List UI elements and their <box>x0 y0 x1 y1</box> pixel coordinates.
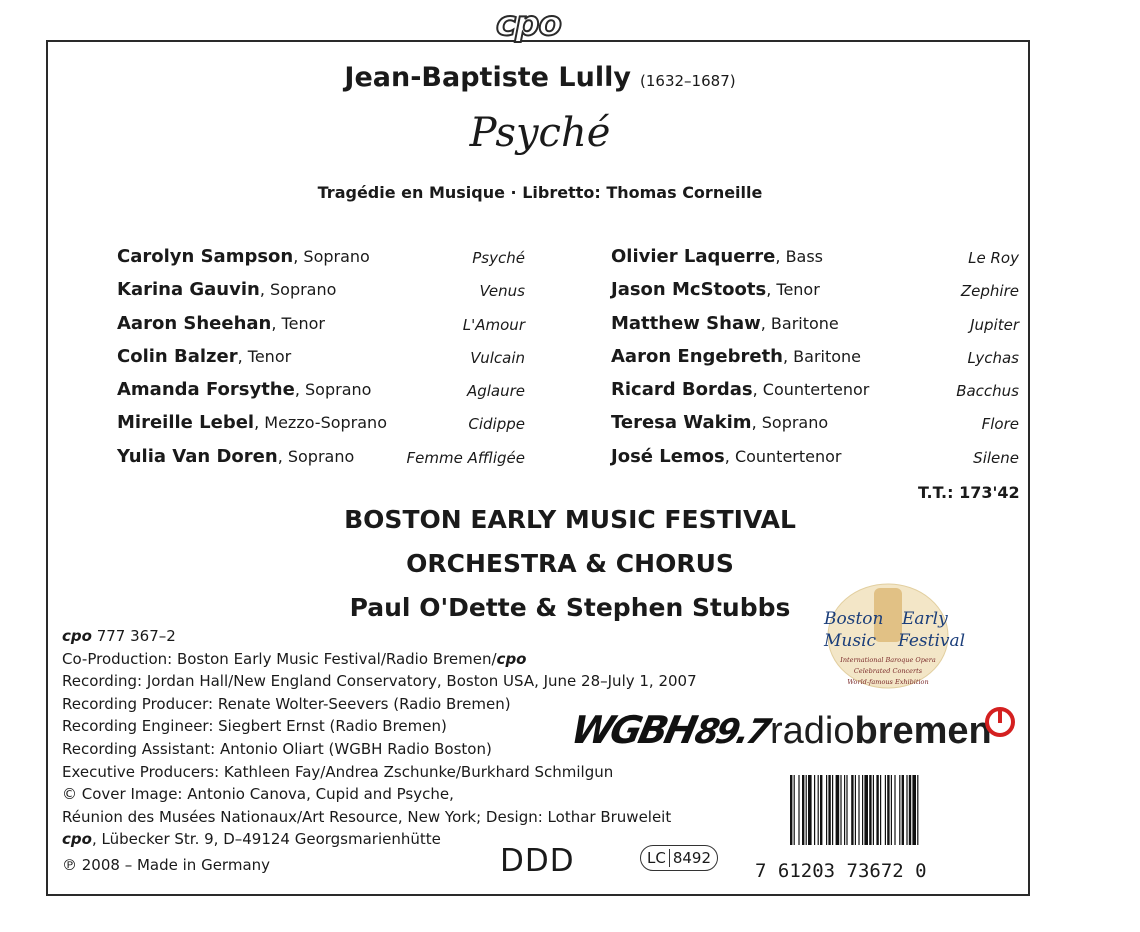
singer-name: Aaron Sheehan <box>117 312 272 334</box>
singer-name: Ricard Bordas <box>611 379 753 401</box>
singer-name: Carolyn Sampson <box>117 246 294 267</box>
role-name: Silene <box>973 448 1019 467</box>
singer-name: Aaron Engebreth <box>611 345 783 367</box>
voice-type: , Soprano <box>277 446 355 466</box>
singer-name: Olivier Laquerre <box>611 246 776 267</box>
barcode-bar <box>806 775 807 845</box>
singer-name: José Lemos <box>611 445 725 467</box>
composer-heading <box>0 62 1080 93</box>
role-name: Le Roy <box>968 249 1019 267</box>
voice-type: , Countertenor <box>752 380 870 400</box>
barcode-bar <box>820 775 822 845</box>
singer-name: Karina Gauvin <box>117 279 260 301</box>
voice-type: , Baritone <box>760 313 839 333</box>
cast-left-row <box>117 313 525 346</box>
work-subtitle: Tragédie en Musique · Libretto: Thomas Corneille <box>317 183 763 202</box>
barcode-bar <box>873 775 874 845</box>
composer-name: Jean-Baptiste Lully <box>344 62 631 93</box>
catalog-number: cpo 777 367–2 <box>62 627 176 645</box>
barcode-bar <box>798 775 799 845</box>
barcode-bar <box>794 775 795 845</box>
role-name: Psyché <box>472 249 525 267</box>
voice-type: , Countertenor <box>724 446 842 466</box>
bemf-tagline-3: World-famous Exhibition <box>847 678 929 686</box>
singer-name: Mireille Lebel <box>117 412 255 434</box>
barcode-bar <box>862 775 863 845</box>
label-code: LC 8492 <box>640 845 718 871</box>
conductors: Paul O'Dette & Stephen Stubbs <box>349 593 791 622</box>
barcode-bar <box>899 775 900 845</box>
phonogram-notice: ℗ 2008 – Made in Germany <box>62 856 271 874</box>
voice-type: , Tenor <box>271 313 325 333</box>
bemf-word-music: Music <box>824 631 877 651</box>
role-name: Aglaure <box>466 382 525 401</box>
cast-right-row <box>611 412 1019 445</box>
barcode-bar <box>885 775 886 845</box>
singer-name: Matthew Shaw <box>611 312 761 334</box>
role-name: Zephire <box>960 282 1019 301</box>
cover-image-credit: © Cover Image: Antonio Canova, Cupid and Psyche, <box>62 785 454 804</box>
radiobremen-logo: radiobremen <box>770 710 992 752</box>
barcode-bar <box>880 775 881 845</box>
barcode-digits: 7 61203 73672 0 <box>755 860 927 882</box>
wgbh-logo: WGBH89.7 <box>567 708 772 752</box>
recording-engineer: Recording Engineer: Siegbert Ernst (Radio Bremen) <box>62 717 447 736</box>
barcode-bar <box>851 775 853 845</box>
barcode-bar <box>808 775 812 845</box>
role-name: Cidippe <box>468 415 525 434</box>
radiobremen-icon <box>984 706 1016 738</box>
singer-name: Amanda Forsythe <box>117 379 295 401</box>
cast-list-right <box>611 246 1019 479</box>
barcode-bar <box>887 775 889 845</box>
role-name: Bacchus <box>956 382 1019 401</box>
voice-type: , Bass <box>775 247 824 266</box>
barcode-bar <box>894 775 895 845</box>
barcode-bar <box>836 775 840 845</box>
barcode-bar <box>909 775 911 845</box>
coproduction: Co-Production: Boston Early Music Festival/Radio Bremen/cpo <box>62 649 527 668</box>
barcode-bar <box>876 775 878 845</box>
voice-type: , Tenor <box>766 280 820 300</box>
singer-name: Colin Balzer <box>117 345 238 367</box>
cast-left-row <box>117 379 525 412</box>
cast-right-row <box>611 279 1019 312</box>
cast-right-row <box>611 246 1019 279</box>
cast-list-left <box>117 246 525 479</box>
executive-producers: Executive Producers: Kathleen Fay/Andrea Zschunke/Burkhard Schmilgun <box>62 762 614 781</box>
barcode <box>790 775 1012 845</box>
voice-type: , Soprano <box>751 413 829 433</box>
recording-producer: Recording Producer: Renate Wolter-Seevers (Radio Bremen) <box>62 694 511 713</box>
cast-right-row <box>611 446 1019 479</box>
cast-right-row <box>611 313 1019 346</box>
bemf-tagline-2: Celebrated Concerts <box>853 667 923 675</box>
singer-name: Jason McStoots <box>611 279 767 301</box>
label-address: cpo, Lübecker Str. 9, D–49124 Georgsmarienhütte <box>62 830 441 849</box>
barcode-bar <box>818 775 819 845</box>
barcode-bar <box>917 775 918 845</box>
bemf-word-festival: Festival <box>898 631 966 651</box>
voice-type: , Tenor <box>237 346 292 366</box>
cpo-logo: cpo <box>496 4 561 44</box>
ensemble-line-2: ORCHESTRA & CHORUS <box>406 549 734 578</box>
barcode-bar <box>802 775 804 845</box>
role-name: Vulcain <box>470 348 525 367</box>
bemf-word-early: Early <box>902 609 948 629</box>
ddd-code: DDD <box>500 843 575 879</box>
barcode-bar <box>906 775 907 845</box>
barcode-bar <box>902 775 904 845</box>
barcode-bar <box>858 775 859 845</box>
role-name: L'Amour <box>462 315 525 334</box>
cast-left-row <box>117 446 525 479</box>
role-name: Flore <box>981 415 1019 434</box>
barcode-bar <box>828 775 830 845</box>
ensemble-line-1: BOSTON EARLY MUSIC FESTIVAL <box>344 505 796 534</box>
barcode-bar <box>846 775 847 845</box>
role-name: Jupiter <box>970 315 1019 334</box>
voice-type: , Baritone <box>783 346 862 366</box>
barcode-bar <box>855 775 856 845</box>
cast-left-row <box>117 346 525 379</box>
cast-left-row <box>117 412 525 445</box>
voice-type: , Soprano <box>294 380 372 400</box>
barcode-bar <box>826 775 827 845</box>
barcode-bar <box>844 775 845 845</box>
barcode-bar <box>840 775 841 845</box>
total-time: T.T.: 173'42 <box>918 483 1020 502</box>
bemf-logo <box>818 580 966 698</box>
work-title: Psyché <box>469 110 611 156</box>
composer-dates: (1632–1687) <box>640 72 736 90</box>
barcode-bar <box>832 775 833 845</box>
role-name: Femme Affligée <box>406 448 525 467</box>
singer-name: Teresa Wakim <box>611 412 752 434</box>
cast-right-row <box>611 379 1019 412</box>
barcode-bar <box>864 775 868 845</box>
bemf-tagline-1: International Baroque Opera <box>840 656 936 664</box>
voice-type: , Mezzo-Soprano <box>254 413 387 433</box>
recording-assistant: Recording Assistant: Antonio Oliart (WGBH Radio Boston) <box>62 739 492 758</box>
role-name: Venus <box>479 282 525 301</box>
barcode-bar <box>891 775 892 845</box>
cover-image-credit-2: Réunion des Musées Nationaux/Art Resource, New York; Design: Lothar Bruweleit <box>62 807 672 826</box>
role-name: Lychas <box>967 348 1019 367</box>
voice-type: , Soprano <box>259 280 337 300</box>
cast-left-row <box>117 279 525 312</box>
barcode-bar <box>912 775 916 845</box>
singer-name: Yulia Van Doren <box>117 445 278 467</box>
barcode-bar <box>869 775 871 845</box>
barcode-bar <box>814 775 815 845</box>
cast-right-row <box>611 346 1019 379</box>
cast-left-row <box>117 246 525 279</box>
recording-info: Recording: Jordan Hall/New England Conservatory, Boston USA, June 28–July 1, 2007 <box>62 672 697 691</box>
barcode-bar <box>790 775 792 845</box>
voice-type: , Soprano <box>293 247 370 266</box>
bemf-word-boston: Boston <box>824 609 884 629</box>
